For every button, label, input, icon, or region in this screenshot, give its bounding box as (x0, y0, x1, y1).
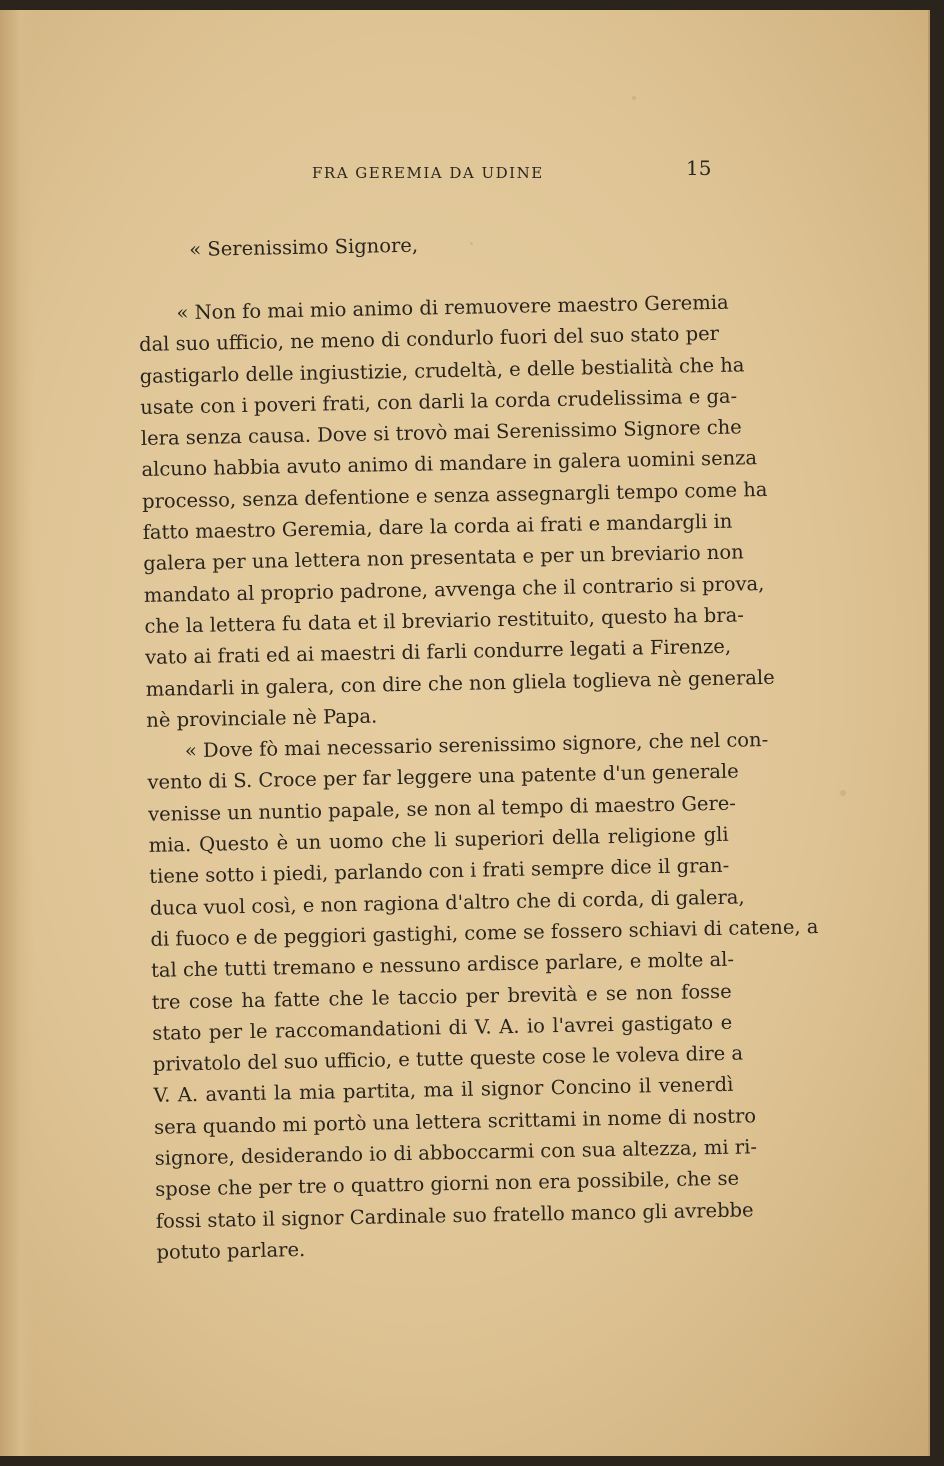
text-line: gastigarlo delle ingiustizie, crudeltà, e delle bestialità che ha (139, 352, 745, 388)
text-line: V. A. avanti la mia partita, ma il signor Concino il venerdì (153, 1073, 734, 1108)
text-line: « Non fo mai mio animo di remuovere maestro Geremia (176, 290, 729, 325)
text-line: spose che per tre o quattro giorni non era possibile, che se (155, 1166, 740, 1202)
text-line: tiene sotto i piedi, parlando con i frati sempre dice il gran- (149, 854, 730, 889)
text-line: privatolo del suo ufficio, e tutte queste cose le voleva dire a (152, 1041, 744, 1076)
text-line: di fuoco e de peggiori gastighi, come se fossero schiavi di catene, a (150, 914, 819, 951)
text-line: venisse un nuntio papale, se non al tempo di maestro Gere- (147, 791, 737, 826)
text-line: vato ai frati ed ai maestri di farli condurre legati a Firenze, (144, 634, 732, 670)
text-line: tal che tutti tremano e nessuno ardisce parlare, e molte al- (150, 947, 735, 983)
text-line: lera senza causa. Dove si trovò mai Serenissimo Signore che (140, 415, 742, 451)
page-number: 15 (686, 156, 712, 180)
text-line: mandato al proprio padrone, avvenga che il contrario si prova, (143, 571, 765, 607)
text-line: duca vuol così, e non ragiona d'altro che di corda, di galera, (149, 885, 745, 920)
paper-speck (840, 790, 846, 796)
text-line: processo, senza defentione e senza assegnargli tempo come ha (141, 477, 768, 513)
text-line: dal suo ufficio, ne meno di condurlo fuori del suo stato per (138, 322, 720, 357)
text-line: sera quando mi portò una lettera scrittami in nome di nostro (153, 1103, 757, 1139)
text-line: nè provinciale nè Papa. (146, 704, 378, 732)
text-line: mia. Questo è un uomo che li superiori della religione gli (148, 822, 729, 857)
text-line: tre cose ha fatte che le taccio per brevità e se non fosse (151, 979, 732, 1014)
running-title: FRA GEREMIA DA UDINE (312, 164, 544, 182)
text-line: signore, desiderando io di abboccarmi con sua altezza, mi ri- (154, 1135, 758, 1170)
text-line: mandarli in galera, con dire che non gliela toglieva nè generale (145, 665, 775, 701)
paper-speck (632, 96, 636, 100)
text-line: fossi stato il signor Cardinale suo fratello manco gli avrebbe (155, 1197, 754, 1233)
gutter-shadow (0, 10, 34, 1456)
body-text (137, 225, 819, 1268)
text-line: stato per le raccomandationi di V. A. io l'avrei gastigato e (152, 1010, 733, 1045)
paragraph-1 (138, 287, 775, 736)
book-page (0, 10, 930, 1456)
text-line: potuto parlare. (156, 1237, 306, 1264)
salutation: « Serenissimo Signore, (189, 233, 419, 261)
text-line: che la lettera fu data et il breviario restituito, questo ha bra- (144, 603, 745, 638)
text-line: usate con i poveri frati, con darli la corda crudelissima e ga- (140, 384, 738, 419)
text-line: galera per una lettera non presentata e per un breviario non (143, 540, 744, 576)
text-line: vento di S. Croce per far leggere una patente d'un generale (147, 760, 739, 795)
paragraph-2 (147, 725, 819, 1268)
text-line: fatto maestro Geremia, dare la corda ai frati e mandargli in (142, 509, 733, 545)
text-line: « Dove fò mai necessario serenissimo signore, che nel con- (184, 728, 769, 763)
text-line: alcuno habbia avuto animo di mandare in galera uomini senza (141, 446, 758, 482)
